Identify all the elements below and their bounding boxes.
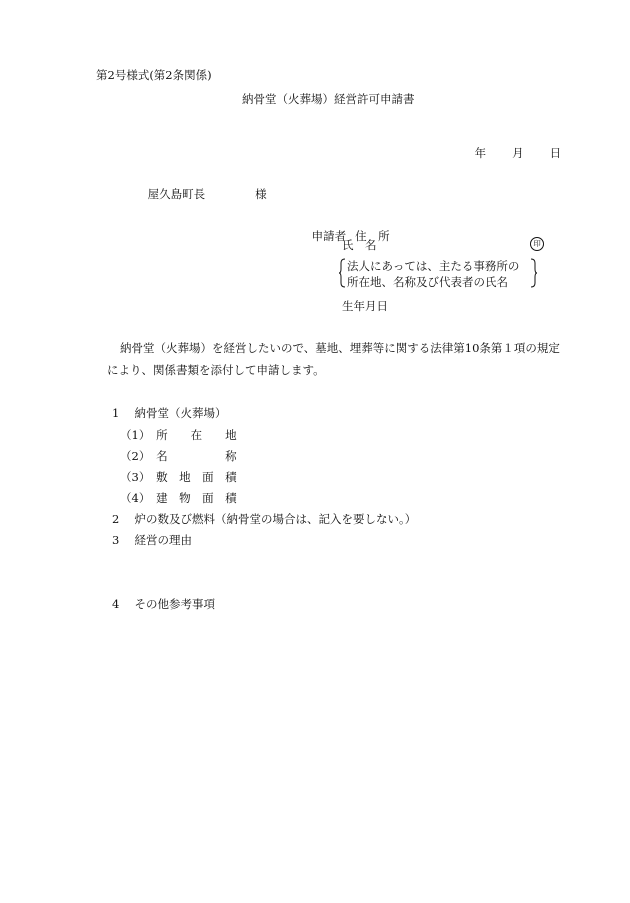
- corporate-note-line1: 法人にあっては、主たる事務所の: [347, 259, 520, 273]
- corporate-note-line2: 所在地、名称及び代表者の氏名: [347, 275, 508, 289]
- section-2-heading: 2 炉の数及び燃料（納骨堂の場合は、記入を要しない。）: [112, 512, 417, 526]
- date-day: 日: [549, 146, 562, 160]
- body-text-line1: 納骨堂（火葬場）を経営したいので、墓地、埋葬等に関する法律第10条第１項の規定: [120, 341, 560, 355]
- address-label: 住 所: [355, 229, 390, 243]
- section-1-item-location: （1） 所 在 地: [120, 428, 237, 442]
- section-1-item-site-area: （3） 敷 地 面 積: [120, 470, 237, 484]
- date-line: [460, 132, 561, 174]
- section-3-heading: 3 経営の理由: [112, 533, 192, 547]
- body-text-line2: により、関係書類を添付して申請します。: [107, 363, 325, 377]
- section-4-heading: 4 その他参考事項: [112, 597, 215, 611]
- section-1-heading: 1 納骨堂（火葬場）: [112, 406, 227, 420]
- document-title: 納骨堂（火葬場）経営許可申請書: [242, 92, 415, 106]
- date-year: 年: [474, 146, 487, 160]
- applicant-label: 申請者: [311, 229, 347, 243]
- date-month: 月: [512, 146, 524, 160]
- form-number: 第2号様式(第2条関係): [96, 68, 212, 82]
- addressee-name: 屋久島町長: [147, 187, 206, 201]
- addressee-line: [133, 173, 267, 215]
- birth-date-label: 生年月日: [342, 299, 388, 313]
- name-label: 氏 名: [342, 238, 377, 252]
- seal-mark-icon: 印: [530, 237, 544, 251]
- section-1-item-building-area: （4） 建 物 面 積: [120, 491, 237, 505]
- section-1-item-name: （2） 名 称: [120, 449, 237, 463]
- addressee-honorific: 様: [255, 187, 267, 201]
- corporate-note: [339, 258, 537, 288]
